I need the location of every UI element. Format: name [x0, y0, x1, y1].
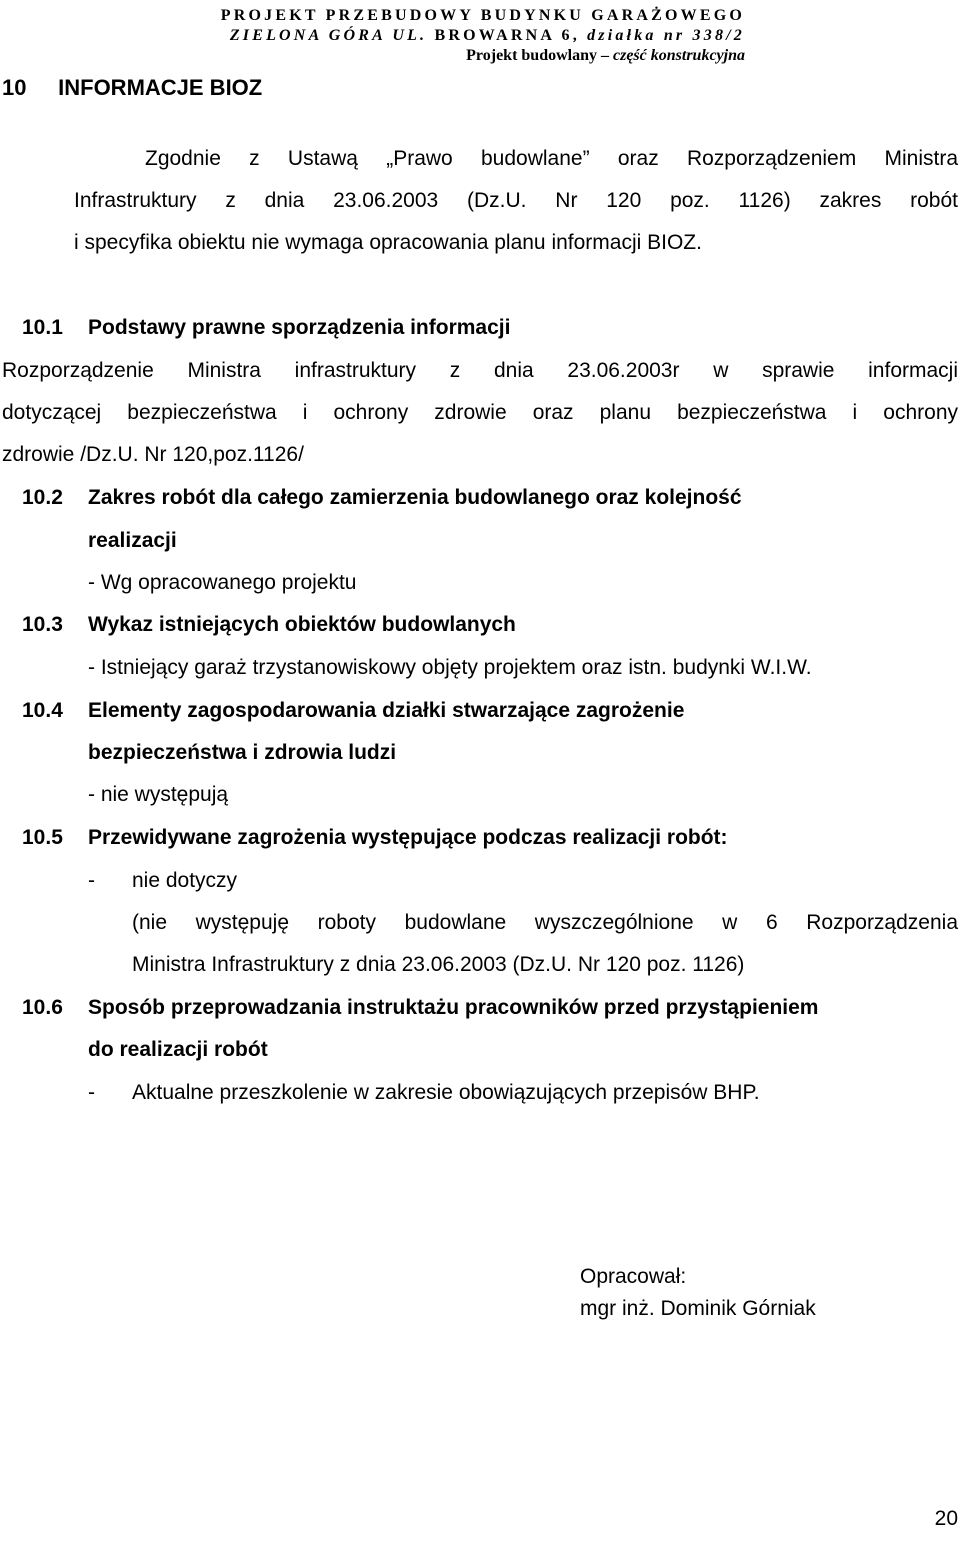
- section-title-text: INFORMACJE BIOZ: [58, 75, 263, 100]
- section-title: [2, 70, 262, 106]
- intro-line-2: Infrastruktury z dnia 23.06.2003 (Dz.U. Nr 120 poz. 1126) zakres robót: [74, 189, 958, 212]
- s10-5-note-line-1: (nie występuję roboty budowlane wyszczególnione w 6 Rozporządzenia: [132, 911, 958, 934]
- signature-label: Opracował:: [580, 1265, 687, 1288]
- header-plot: działka nr 338/2: [587, 27, 745, 44]
- header-project-title: PROJEKT PRZEBUDOWY BUDYNKU GARAŻOWEGO: [220, 7, 745, 24]
- s10-5-note-line-2: Ministra Infrastruktury z dnia 23.06.2003 (Dz.U. Nr 120 poz. 1126): [132, 953, 745, 976]
- list-dash: -: [88, 869, 95, 892]
- subsection-number: 10.6: [22, 996, 63, 1019]
- subsection-10-1-heading: [22, 307, 510, 349]
- subsection-10-4-heading: [22, 690, 684, 732]
- section-number: 10: [2, 75, 27, 100]
- header-street: BROWARNA 6,: [434, 27, 580, 44]
- subsection-title: Podstawy prawne sporządzenia informacji: [88, 316, 511, 339]
- subsection-10-2-heading: [22, 477, 742, 519]
- subsection-number: 10.2: [22, 486, 63, 509]
- s10-5-item: [88, 860, 237, 902]
- page-number: 20: [934, 1507, 958, 1530]
- s10-3-body: - Istniejący garaż trzystanowiskowy objęty projektem oraz istn. budynki W.I.W.: [88, 656, 812, 679]
- subsection-title: Zakres robót dla całego zamierzenia budowlanego oraz kolejność: [88, 486, 742, 509]
- subsection-10-6-heading: [22, 987, 818, 1029]
- intro-line-3: i specyfika obiektu nie wymaga opracowania planu informacji BIOZ.: [74, 231, 702, 254]
- s10-4-body: - nie występują: [88, 783, 229, 806]
- s10-6-item-text: Aktualne przeszkolenie w zakresie obowiązujących przepisów BHP.: [132, 1081, 760, 1104]
- intro-line-1: Zgodnie z Ustawą „Prawo budowlane” oraz Rozporządzeniem Ministra: [145, 147, 958, 170]
- subsection-10-2-heading-cont: realizacji: [88, 529, 177, 552]
- page-header: [0, 6, 960, 66]
- subsection-10-6-heading-cont: do realizacji robót: [88, 1038, 268, 1061]
- header-address: [0, 26, 745, 46]
- subsection-number: 10.5: [22, 826, 63, 849]
- s10-1-line-3: zdrowie /Dz.U. Nr 120,poz.1126/: [2, 443, 304, 466]
- subsection-title: Sposób przeprowadzania instruktażu pracowników przed przystąpieniem: [88, 996, 819, 1019]
- subsection-10-3-heading: [22, 604, 516, 646]
- subsection-number: 10.4: [22, 699, 63, 722]
- signature-name: mgr inż. Dominik Górniak: [580, 1297, 816, 1320]
- signature-block: [580, 1261, 816, 1325]
- list-dash: -: [88, 1081, 95, 1104]
- s10-6-item: [88, 1072, 760, 1114]
- s10-1-line-2: dotyczącej bezpieczeństwa i ochrony zdrowie oraz planu bezpieczeństwa i ochrony: [2, 401, 958, 424]
- subsection-number: 10.3: [22, 613, 63, 636]
- header-subtitle-part: część konstrukcyjna: [613, 47, 745, 64]
- subsection-number: 10.1: [22, 316, 63, 339]
- s10-1-line-1: Rozporządzenie Ministra infrastruktury z dnia 23.06.2003r w sprawie informacji: [2, 359, 958, 382]
- header-city: ZIELONA GÓRA UL.: [229, 27, 428, 44]
- s10-5-item-text: nie dotyczy: [132, 869, 238, 892]
- header-subtitle-main: Projekt budowlany –: [466, 47, 609, 64]
- s10-2-body: - Wg opracowanego projektu: [88, 571, 357, 594]
- subsection-title: Elementy zagospodarowania działki stwarzające zagrożenie: [88, 699, 685, 722]
- header-subtitle: [0, 46, 745, 66]
- subsection-title: Wykaz istniejących obiektów budowlanych: [88, 613, 516, 636]
- subsection-10-5-heading: [22, 817, 728, 859]
- subsection-10-4-heading-cont: bezpieczeństwa i zdrowia ludzi: [88, 741, 397, 764]
- subsection-title: Przewidywane zagrożenia występujące podczas realizacji robót:: [88, 826, 728, 849]
